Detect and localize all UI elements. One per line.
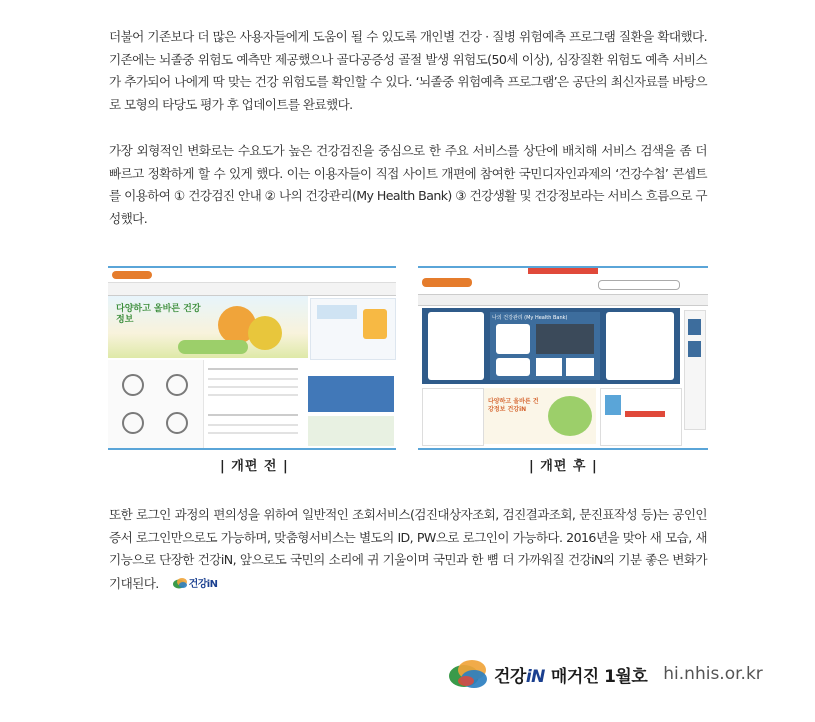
- magazine-badge: [625, 411, 665, 417]
- news-line: [208, 414, 298, 416]
- body-paragraph-2: 가장 외형적인 변화로는 수요도가 높은 건강검진을 중심으로 한 주요 서비스를 상단에 배치해 서비스 검색을 좀 더 빠르고 정확하게 할 수 있게 했다. 이는 이용자들이 직접 사이트 개편에 참여한 국민디자인과제의 ‘건강수첩’ 콘셉트를 이용하여 ① 건강검진 안내 ② 나의 건강관리(My Health Bank) ③ 건강생활 및 건강정보라는 서비스 흐름으로 구성했다.: [109, 143, 707, 226]
- bank-tile: [566, 358, 594, 376]
- health-life-card: [606, 312, 674, 380]
- after-quick-sidebar: [684, 310, 706, 430]
- before-quick-menu: [108, 360, 204, 448]
- before-hero-banner: [108, 296, 308, 358]
- before-hero-headline: 다양하고 올바른 건강정보: [116, 304, 201, 325]
- before-top-bar: [108, 268, 396, 283]
- bank-tile: [496, 358, 530, 376]
- footer-brand: [494, 662, 545, 687]
- after-login-box: [422, 388, 484, 446]
- after-nav-bar: [418, 295, 708, 306]
- inline-brand-logo: [173, 572, 218, 597]
- footer-issue: 매거진 1월호: [550, 666, 648, 687]
- promo-badge: [363, 309, 387, 339]
- bank-tile: [496, 324, 530, 354]
- after-service-panel: [422, 308, 680, 384]
- news-line: [208, 394, 298, 396]
- after-header: [418, 268, 708, 295]
- health-bank-title: 나의 건강관리 (My Health Bank): [492, 315, 568, 321]
- before-side-banner: [308, 416, 394, 446]
- after-notice-strip: [528, 268, 598, 274]
- quick-icon: [166, 412, 188, 434]
- inline-logo-text: 건강iN: [188, 578, 218, 590]
- news-line: [208, 378, 298, 380]
- after-magazine-box: [600, 388, 682, 446]
- before-side-panel: [308, 376, 394, 412]
- magazine-footer: [448, 656, 763, 692]
- leaf-logo-icon: [173, 577, 189, 589]
- before-logo: [112, 271, 152, 279]
- before-caption: | 개편 전 |: [220, 459, 289, 474]
- health-bank-card: [490, 312, 600, 380]
- after-redesign-screenshot: [418, 266, 708, 450]
- leaf-logo-icon: [448, 657, 490, 691]
- quick-icon: [688, 341, 701, 357]
- before-redesign-screenshot: [108, 266, 396, 450]
- after-promo-banner: [484, 388, 596, 444]
- magazine-cover: [605, 395, 621, 415]
- quick-icon: [166, 374, 188, 396]
- body-paragraph-1: 더불어 기존보다 더 많은 사용자들에게 도움이 될 수 있도록 개인별 건강 · 질병 위험예측 프로그램 질환을 확대했다. 기존에는 뇌졸중 위험도 예측만 제공했으나 골다공증성 골절 발생 위험도(50세 이상), 심장질환 위험도 예측 서비스가 추가되어 나에게 딱 맞는 건강 위험도를 확인할 수 있다. ‘뇌졸중 위험예측 프로그램’은 공단의 최신자료를 바탕으로 모형의 타당도 평가 후 업데이트를 완료했다.: [109, 29, 707, 112]
- news-line: [208, 432, 298, 434]
- quick-icon: [122, 374, 144, 396]
- after-search-box: [598, 280, 680, 290]
- before-news-list: [208, 364, 303, 444]
- login-button: [317, 305, 357, 319]
- news-line: [208, 424, 298, 426]
- body-paragraph-3-text: 또한 로그인 과정의 편의성을 위하여 일반적인 조회서비스(검진대상자조회, 검진결과조회, 문진표작성 등)는 공인인증서 로그인만으로도 가능하며, 맞춤형서비스는 별도의 ID, PW으로 로그인이 가능하다. 2016년을 맞아 새 모습, 새 기능으로 단장한 건강iN, 앞으로도 국민의 소리에 귀 기울이며 국민과 한 뼘 더 가까워질 건강iN의 기분 좋은 변화가 기대된다.: [109, 507, 707, 591]
- bank-summary: [536, 324, 594, 354]
- vegetable-illustration: [548, 396, 592, 436]
- before-login-box: [310, 298, 396, 360]
- footer-brand-in: iN: [525, 666, 545, 687]
- quick-icon: [122, 412, 144, 434]
- tree-illustration: [248, 316, 282, 350]
- footer-brand-ko: 건강: [494, 666, 526, 687]
- body-paragraph-3: [109, 504, 707, 596]
- news-line: [208, 368, 298, 370]
- after-logo: [422, 278, 472, 287]
- after-caption: | 개편 후 |: [529, 459, 598, 474]
- checkup-card: [428, 312, 484, 380]
- news-line: [208, 386, 298, 388]
- after-promo-text: 다양하고 올바른 건강정보 건강iN: [488, 398, 539, 413]
- bank-tile: [536, 358, 562, 376]
- before-nav-bar: [108, 283, 396, 296]
- footer-url: hi.nhis.or.kr: [663, 664, 763, 684]
- quick-icon: [688, 319, 701, 335]
- hill-illustration: [178, 340, 248, 354]
